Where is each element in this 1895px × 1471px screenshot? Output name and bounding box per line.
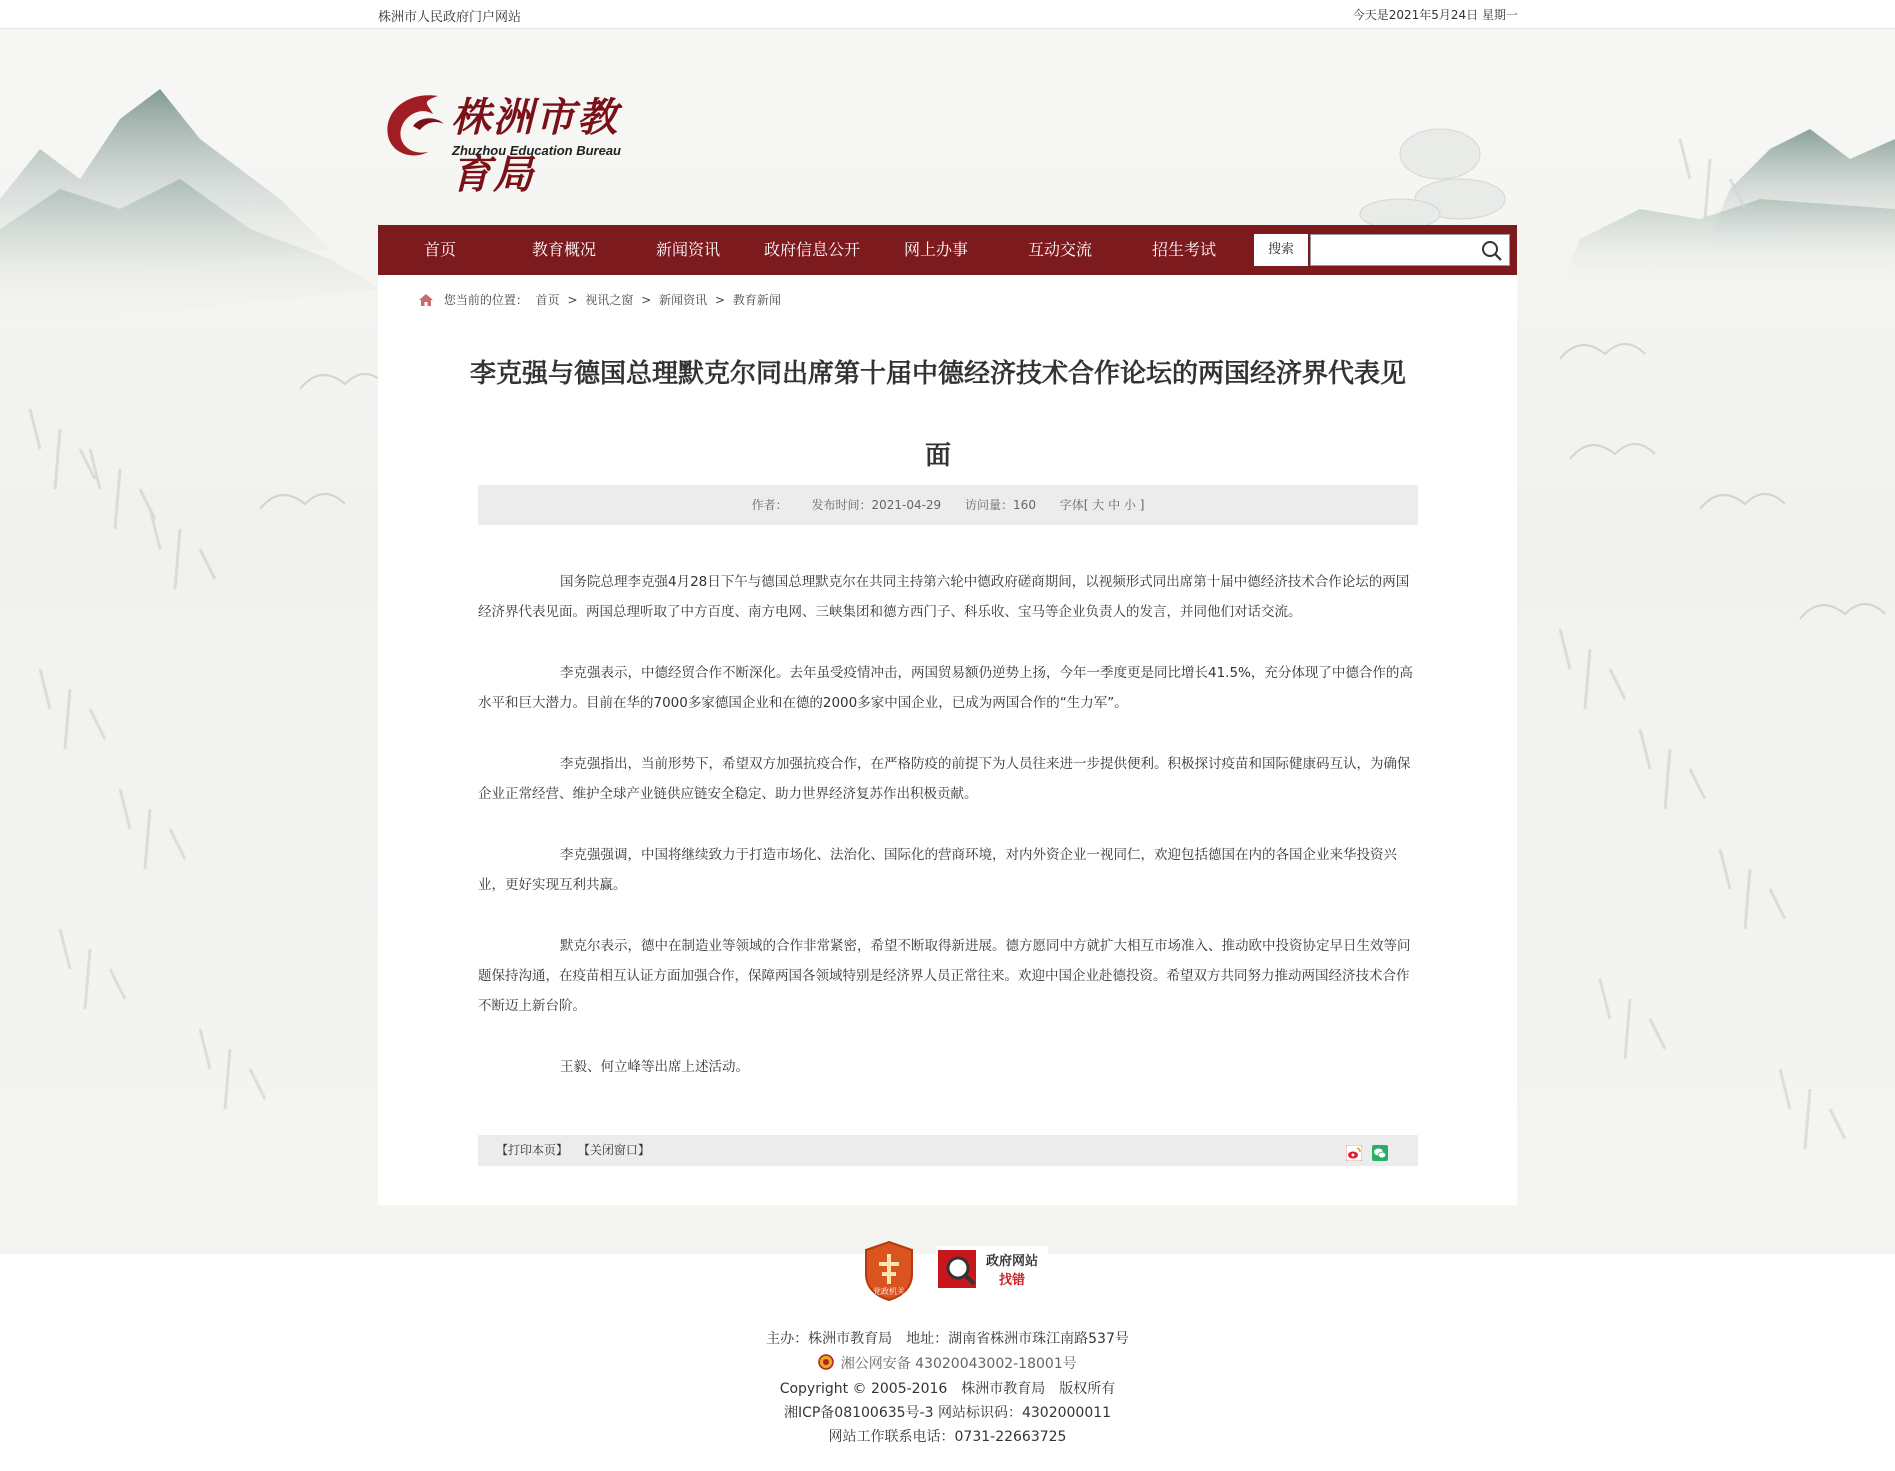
view-count (965, 498, 1036, 512)
views-value: 160 (1013, 498, 1036, 512)
author-label: 作者： (751, 498, 788, 512)
nav-item-interaction[interactable]: 互动交流 (1027, 240, 1092, 259)
logo-english-text: Zhuzhou Education Bureau (452, 143, 621, 158)
date-text: 今天是2021年5月24日 星期一 (1352, 8, 1518, 22)
badge1-text: 党政机关 (873, 1287, 905, 1296)
search-icon[interactable] (1481, 240, 1503, 262)
police-badge-icon (818, 1354, 834, 1370)
footer-beian-row (0, 1353, 1895, 1373)
main-nav (378, 225, 1517, 275)
article-paragraph: 李克强强调，中国将继续致力于打造市场化、法治化、国际化的营商环境，对内外资企业一视同仁，欢迎包括德国在内的各国企业来华投资兴业，更好实现互利共赢。 (478, 847, 1397, 893)
logo-chinese-text: 株洲市教育局 (451, 94, 619, 198)
breadcrumb-item-video[interactable]: 视讯之窗 (585, 293, 634, 307)
site-logo[interactable] (378, 86, 658, 198)
breadcrumb-separator: > (567, 293, 578, 307)
footer-copyright: Copyright © 2005-2016 株洲市教育局 版权所有 (779, 1381, 1116, 1397)
article-meta (478, 485, 1418, 525)
weibo-share-icon[interactable] (1346, 1142, 1362, 1158)
close-window-link[interactable]: 【关闭窗口】 (577, 1143, 650, 1157)
search-box (1310, 234, 1510, 266)
party-gov-badge[interactable] (862, 1240, 916, 1302)
breadcrumb-separator: > (714, 293, 726, 307)
breadcrumb-item-news[interactable]: 新闻资讯 (659, 293, 708, 307)
article-paragraph: 李克强指出，当前形势下，希望双方加强抗疫合作，在严格防疫的前提下为人员往来进一步提供便利。积极探讨疫苗和国际健康码互认，为确保企业正常经营、维护全球产业链供应链安全稳定、助力世界经济复苏作出积极贡献。 (478, 756, 1411, 802)
footer-beian[interactable]: 湘公网安备 43020043002-18001号 (840, 1356, 1077, 1372)
footer-contact: 网站工作联系电话：0731-22663725 (828, 1429, 1067, 1445)
wechat-share-icon[interactable] (1372, 1142, 1388, 1158)
article-paragraph: 国务院总理李克强4月28日下午与德国总理默克尔在共同主持第六轮中德政府磋商期间，以视频形式同出席第十届中德经济技术合作论坛的两国经济界代表见面。两国总理听取了中方百度、南方电网、三峡集团和德方西门子、科乐收、宝马等企业负责人的发言，并同他们对话交流。 (478, 574, 1410, 620)
logo-mark-icon (378, 86, 458, 166)
nav-item-home[interactable]: 首页 (423, 240, 456, 259)
article-paragraph: 王毅、何立峰等出席上述活动。 (560, 1059, 749, 1075)
top-bar (0, 0, 1895, 29)
footer-host-address: 主办：株洲市教育局 地址：湖南省株洲市珠江南路537号 (766, 1331, 1129, 1347)
home-icon (418, 293, 434, 307)
badge2-line2: 找错 (998, 1273, 1026, 1288)
breadcrumb (418, 291, 785, 308)
font-size-switcher[interactable]: 字体[ 大 中 小 ] (1059, 498, 1145, 512)
article-body (478, 567, 1418, 1113)
breadcrumb-separator: > (641, 293, 652, 307)
publish-date (811, 498, 941, 512)
date-value: 2021-04-29 (871, 498, 942, 512)
article-actions-bar (478, 1135, 1418, 1166)
portal-link[interactable]: 株洲市人民政府门户网站 (378, 10, 522, 25)
nav-item-enrollment[interactable]: 招生考试 (1151, 240, 1216, 259)
nav-item-overview[interactable]: 教育概况 (531, 240, 596, 259)
nav-item-news[interactable]: 新闻资讯 (655, 240, 720, 259)
nav-item-gov-info[interactable]: 政府信息公开 (763, 240, 860, 259)
content-panel (378, 275, 1517, 1205)
gov-site-error-badge[interactable] (936, 1246, 1048, 1292)
badge2-line1: 政府网站 (985, 1254, 1039, 1269)
article-title: 李克强与德国总理默克尔同出席第十届中德经济技术合作论坛的两国经济界代表见面 (469, 359, 1406, 471)
search-input[interactable] (1315, 238, 1479, 262)
breadcrumb-item-home[interactable]: 首页 (535, 293, 560, 307)
views-label: 访问量： (965, 498, 1014, 512)
article-paragraph: 李克强表示，中德经贸合作不断深化。去年虽受疫情冲击，两国贸易额仍逆势上扬，今年一季度更是同比增长41.5%，充分体现了中德合作的高水平和巨大潜力。目前在华的7000多家德国企业和在德的2000多家中国企业，已成为两国合作的“生力军”。 (478, 665, 1413, 711)
breadcrumb-prefix: 您当前的位置： (443, 293, 528, 307)
date-label: 发布时间： (811, 498, 872, 512)
breadcrumb-item-edu-news[interactable]: 教育新闻 (732, 293, 781, 307)
article-paragraph: 默克尔表示，德中在制造业等领域的合作非常紧密，希望不断取得新进展。德方愿同中方就扩大相互市场准入、推动欧中投资协定早日生效等问题保持沟通，在疫苗相互认证方面加强合作，保障两国各领域特别是经济界人员正常往来。欢迎中国企业赴德投资。希望双方共同努力推动两国经济技术合作不断迈上新台阶。 (478, 938, 1411, 1014)
print-link[interactable]: 【打印本页】 (496, 1143, 569, 1157)
nav-item-online-service[interactable]: 网上办事 (903, 240, 968, 259)
footer-icp[interactable]: 湘ICP备08100635号-3 网站标识码：4302000011 (783, 1405, 1112, 1421)
search-label: 搜索 (1254, 234, 1308, 266)
